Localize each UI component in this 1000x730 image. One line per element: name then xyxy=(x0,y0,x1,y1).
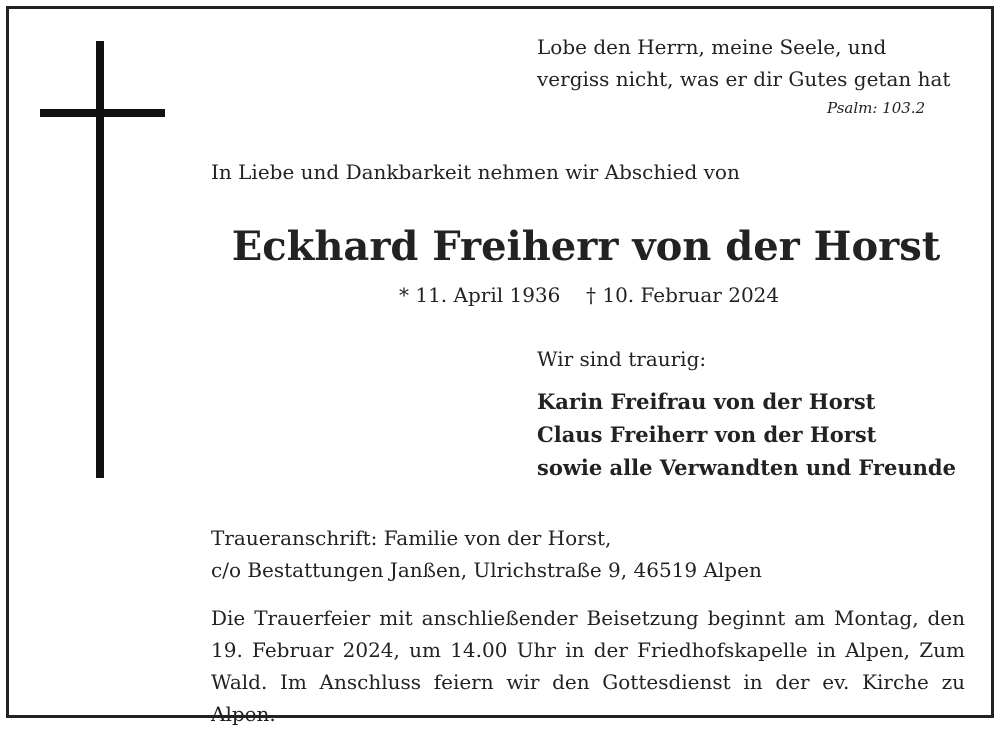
cross-horizontal-bar xyxy=(40,109,165,117)
verse-line-1: Lobe den Herrn, meine Seele, und xyxy=(537,35,887,59)
mourning-address xyxy=(211,522,762,586)
death-date: † 10. Februar 2024 xyxy=(586,283,780,307)
farewell-intro: In Liebe und Dankbarkeit nehmen wir Abschied von xyxy=(211,160,740,184)
address-line-2: c/o Bestattungen Janßen, Ulrichstraße 9, 46519 Alpen xyxy=(211,558,762,582)
ceremony-details: Die Trauerfeier mit anschließender Beisetzung beginnt am Montag, den 19. Februar 2024, um 14.00 Uhr in der Friedhofskapelle in Alpen, Zum Wald. Im Anschluss feiern wir den Gottesdienst in der ev. Kirche zu Alpen. xyxy=(211,606,965,726)
mourning-intro: Wir sind traurig: xyxy=(537,347,707,371)
mourners-list xyxy=(537,385,956,484)
verse-line-2: vergiss nicht, was er dir Gutes getan hat xyxy=(537,67,951,91)
mourner-name: Karin Freifrau von der Horst xyxy=(537,389,876,414)
bible-verse xyxy=(537,31,950,95)
mourner-name: sowie alle Verwandten und Freunde xyxy=(537,455,956,480)
deceased-name: Eckhard Freiherr von der Horst xyxy=(231,223,941,270)
birth-date: * 11. April 1936 xyxy=(399,283,561,307)
verse-reference: Psalm: 103.2 xyxy=(827,99,926,117)
address-line-1: Traueranschrift: Familie von der Horst, xyxy=(211,526,612,550)
mourner-name: Claus Freiherr von der Horst xyxy=(537,422,877,447)
